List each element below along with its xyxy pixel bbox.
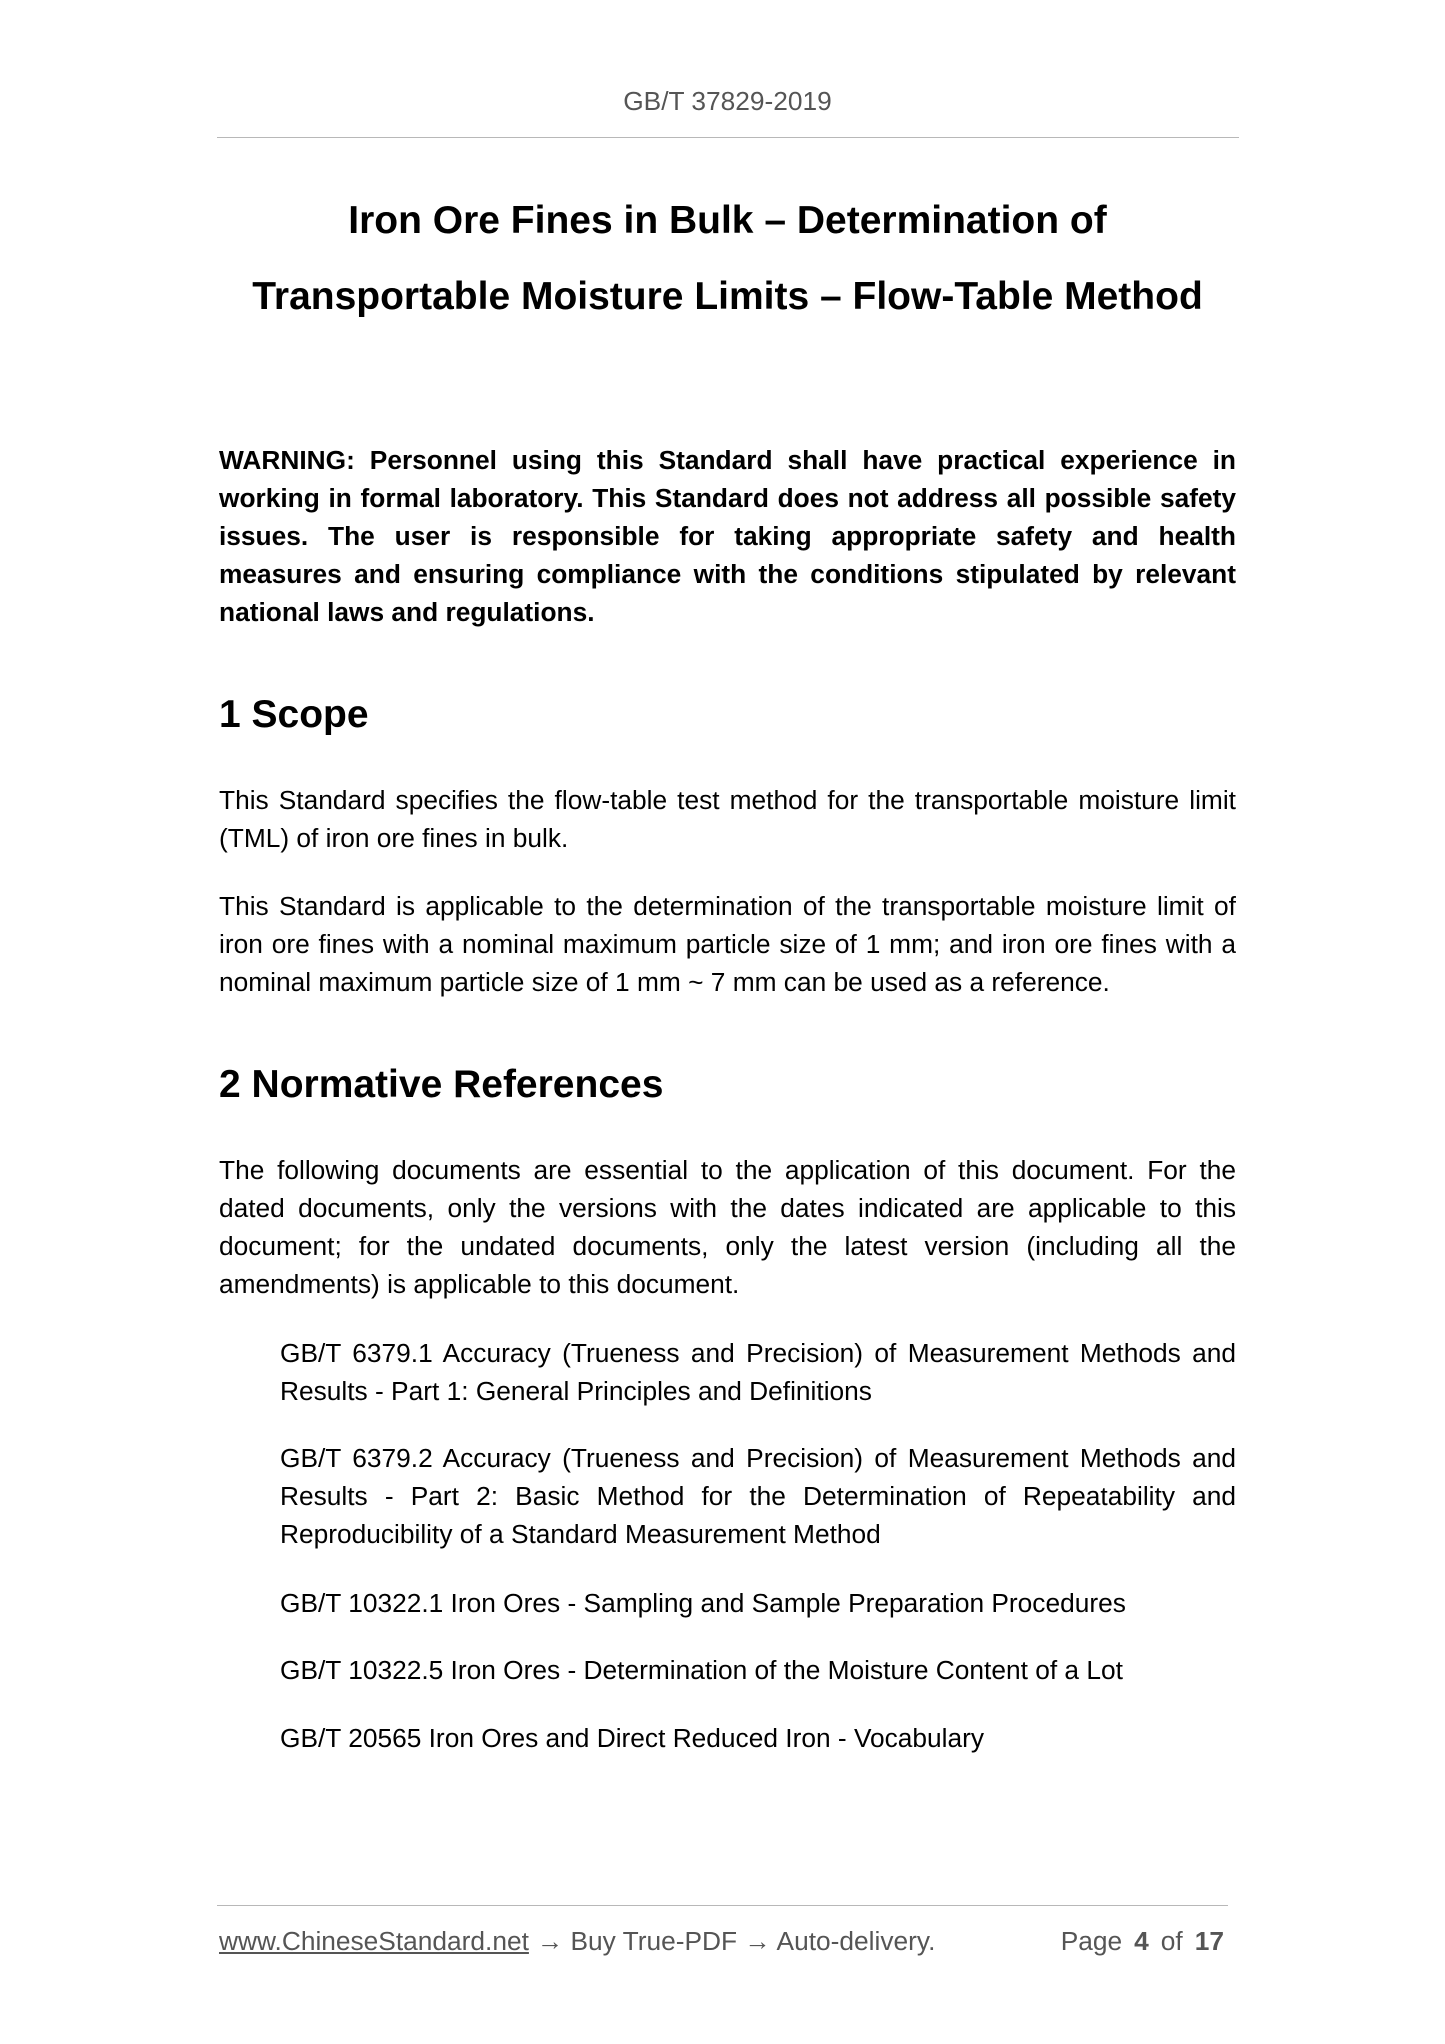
scope-paragraph-1 (219, 781, 1236, 857)
reference-line: GB/T 10322.1 Iron Ores - Sampling and Sample Preparation Procedures (280, 1588, 1126, 1618)
document-title (219, 183, 1236, 335)
title-line-1: Iron Ore Fines in Bulk – Determination of (348, 199, 1107, 242)
paragraph-line: nominal maximum particle size of 1 mm ~ 7 mm can be used as a reference. (219, 967, 1110, 997)
reference-line: GB/T 20565 Iron Ores and Direct Reduced Iron - Vocabulary (280, 1723, 985, 1753)
paragraph-line: iron ore fines with a nominal maximum particle size of 1 mm; and iron ore fines with a (219, 929, 1236, 959)
warning-line: national laws and regulations. (219, 597, 595, 627)
reference-line: GB/T 6379.2 Accuracy (Trueness and Precision) of Measurement Methods and (280, 1443, 1236, 1473)
reference-line: Reproducibility of a Standard Measurement Method (280, 1519, 881, 1549)
footer-promo (219, 1922, 935, 1960)
total-pages-number: 17 (1194, 1926, 1224, 1956)
reference-item (280, 1439, 1236, 1553)
section-heading-normative-references: 2 Normative References (219, 1063, 664, 1106)
warning-paragraph (219, 441, 1236, 631)
footer-divider (217, 1905, 1228, 1906)
page-label: Page (1060, 1926, 1123, 1956)
website-link[interactable]: www.ChineseStandard.net (219, 1926, 529, 1956)
footer-tagline: → Buy True-PDF → Auto-delivery. (536, 1926, 936, 1956)
section-heading-scope: 1 Scope (219, 693, 369, 736)
reference-line: GB/T 6379.1 Accuracy (Trueness and Precision) of Measurement Methods and (280, 1338, 1236, 1368)
reference-line: GB/T 10322.5 Iron Ores - Determination of the Moisture Content of a Lot (280, 1655, 1123, 1685)
reference-item (280, 1651, 1236, 1689)
scope-paragraph-2 (219, 887, 1236, 1001)
paragraph-line: This Standard is applicable to the determination of the transportable moisture limit of (219, 891, 1236, 921)
page-indicator (1061, 1922, 1224, 1960)
of-label: of (1160, 1926, 1183, 1956)
paragraph-line: This Standard specifies the flow-table test method for the transportable moisture limit (219, 785, 1236, 815)
paragraph-line: (TML) of iron ore fines in bulk. (219, 823, 569, 853)
paragraph-line: dated documents, only the versions with the dates indicated are applicable to this (219, 1193, 1236, 1223)
warning-line: issues. The user is responsible for taking appropriate safety and health (219, 521, 1236, 551)
warning-line: WARNING: Personnel using this Standard shall have practical experience in (219, 445, 1236, 475)
current-page-number: 4 (1134, 1926, 1149, 1956)
paragraph-line: document; for the undated documents, only the latest version (including all the (219, 1231, 1236, 1261)
document-code-header: GB/T 37829-2019 (623, 86, 832, 116)
paragraph-line: amendments) is applicable to this document. (219, 1269, 740, 1299)
warning-line: working in formal laboratory. This Standard does not address all possible safety (219, 483, 1236, 513)
paragraph-line: The following documents are essential to the application of this document. For the (219, 1155, 1236, 1185)
reference-item (280, 1334, 1236, 1410)
normative-references-paragraph (219, 1151, 1236, 1303)
reference-item (280, 1719, 1236, 1757)
reference-line: Results - Part 2: Basic Method for the Determination of Repeatability and (280, 1481, 1236, 1511)
reference-item (280, 1584, 1236, 1622)
reference-line: Results - Part 1: General Principles and Definitions (280, 1376, 872, 1406)
warning-line: measures and ensuring compliance with the conditions stipulated by relevant (219, 559, 1236, 589)
title-line-2: Transportable Moisture Limits – Flow-Table Method (252, 275, 1203, 318)
header-divider (217, 137, 1239, 138)
